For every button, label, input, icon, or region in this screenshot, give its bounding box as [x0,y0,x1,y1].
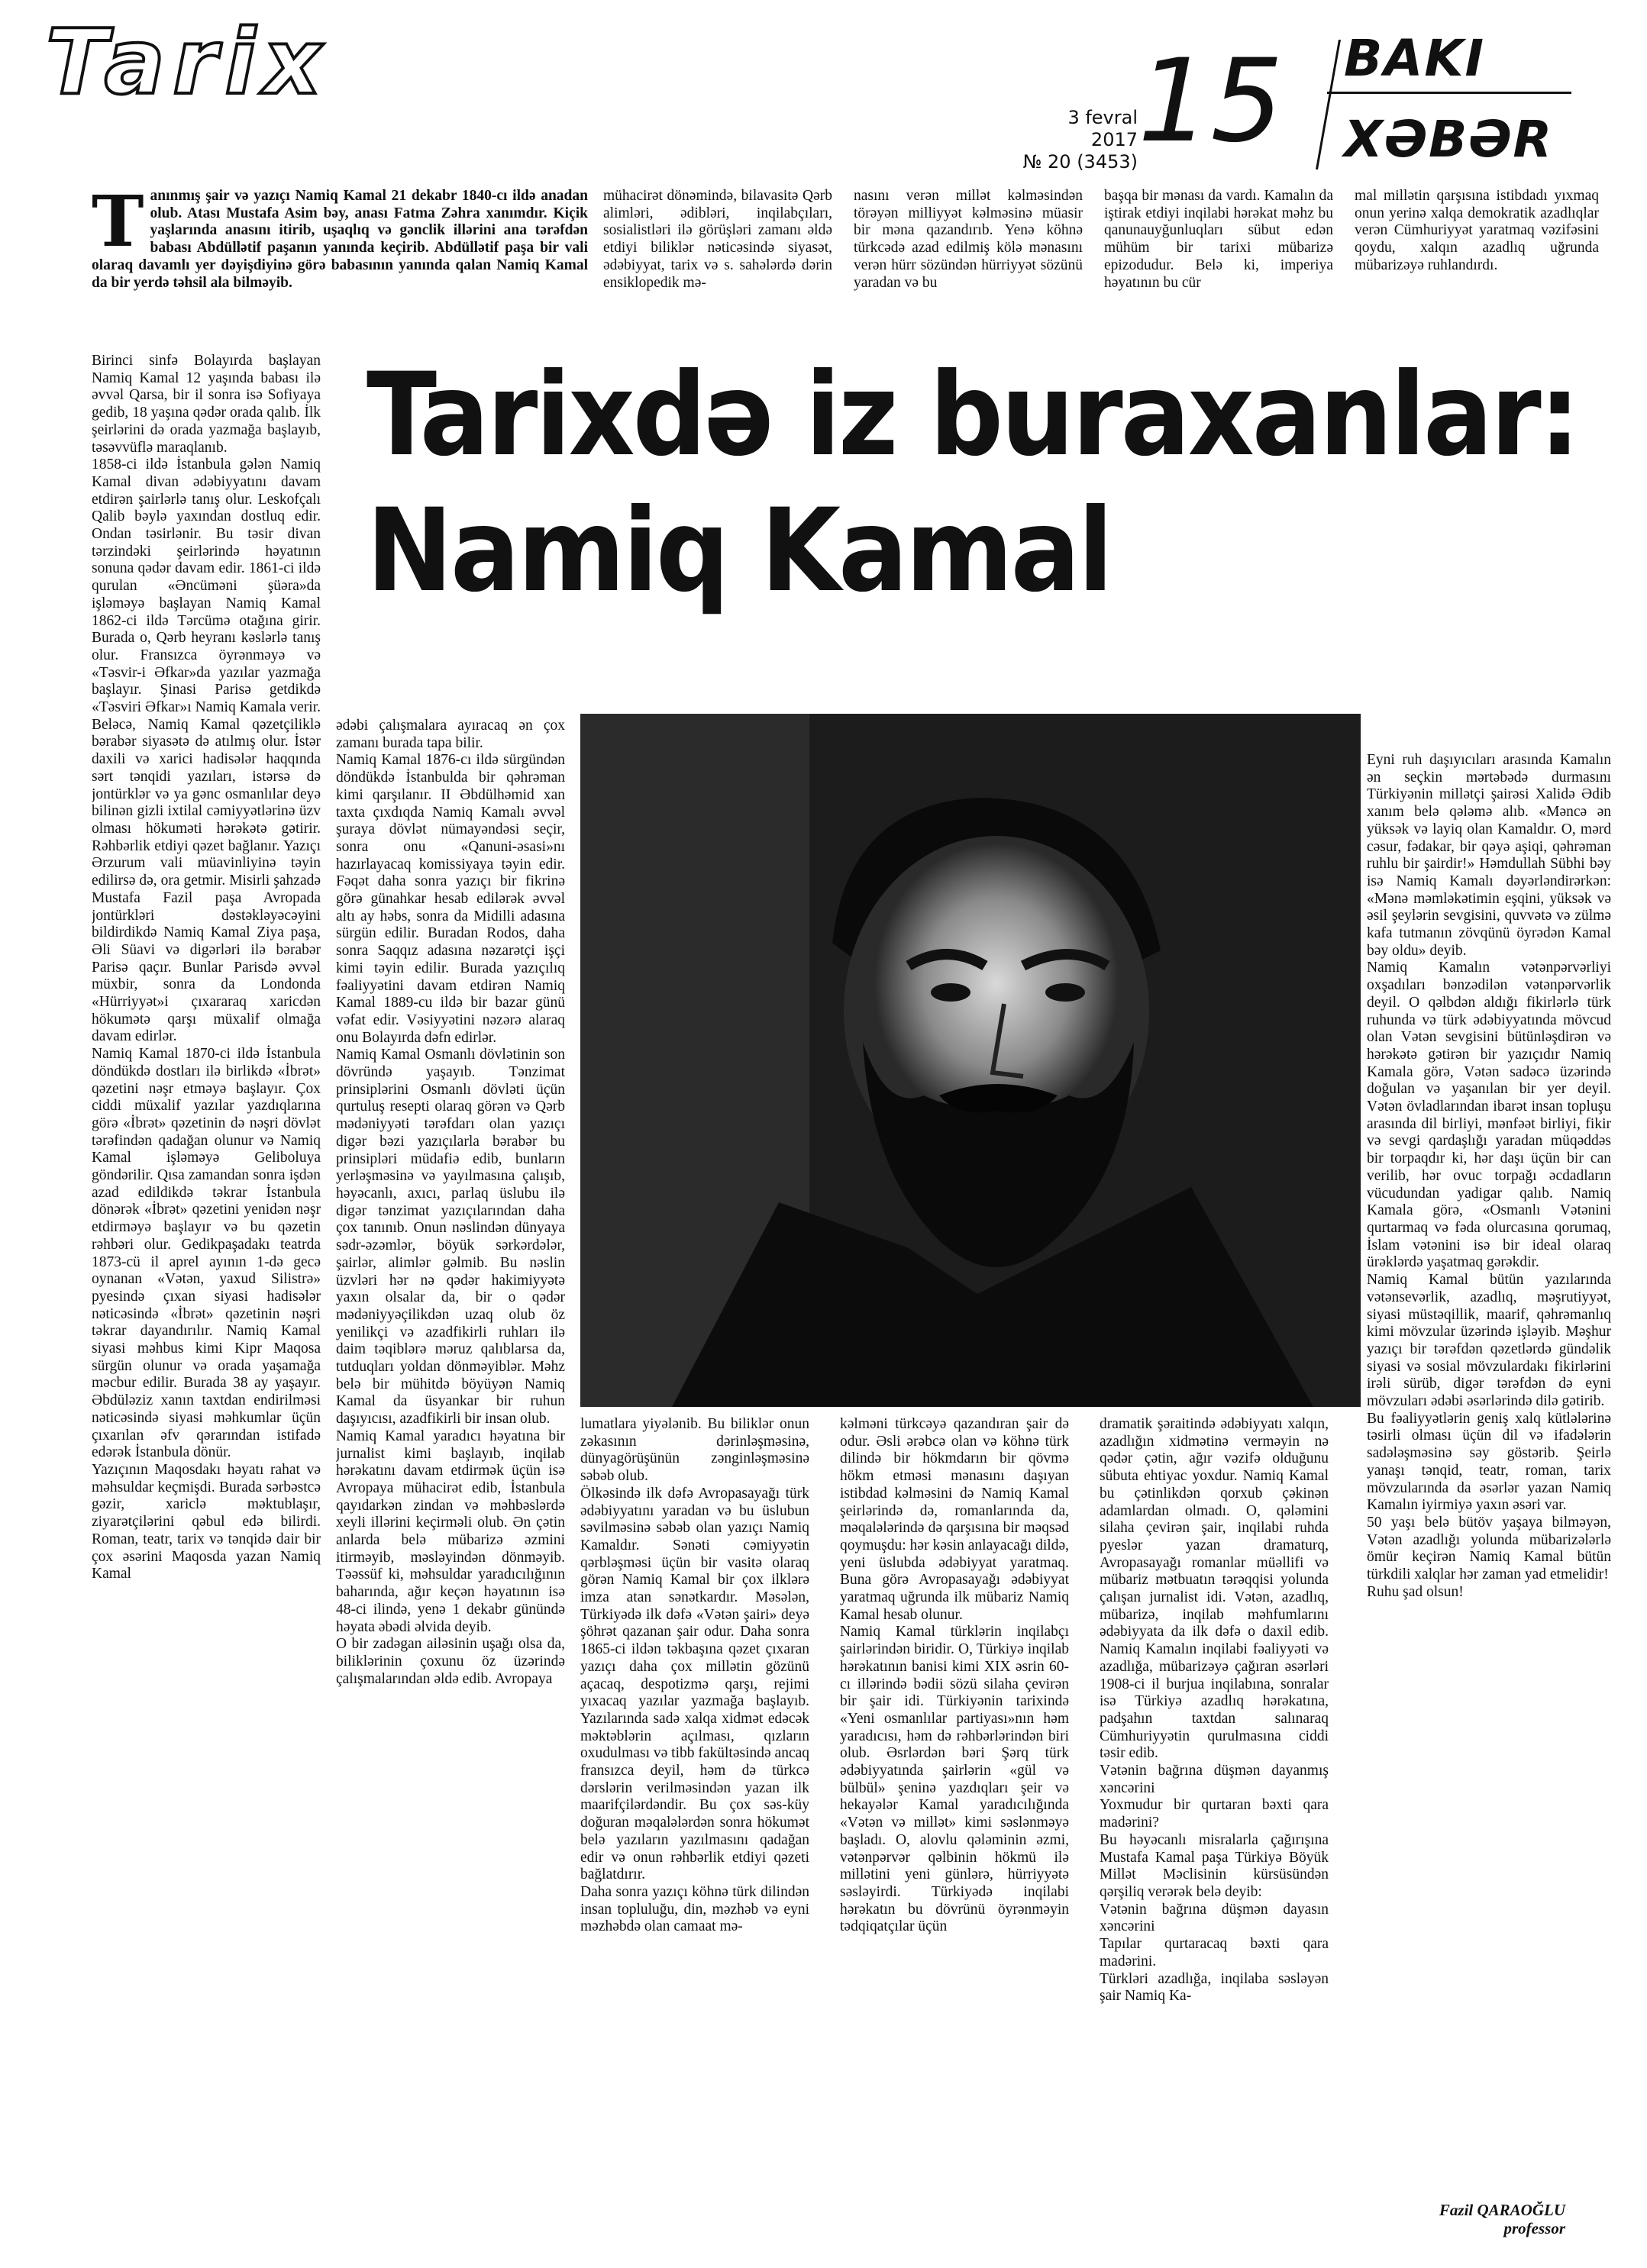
headline-line-2: Namiq Kamal [367,485,1111,618]
author-title: professor [1503,2219,1565,2237]
column-top-6: mal millətin qarşısına istibdadı yıxmaq onun yerinə xalqa demokratik azadlıqlar verən Cümhuriyyət yaratmaq vəzifəsini qoydu, xalqın azadlıq uğrunda mübarizəyə ruhlandırdı. [1355,188,1599,273]
headline-line-1: Tarixdə iz buraxanlar: [367,349,1578,482]
column-5: dramatik şəraitində ədəbiyyatı xalqın, azadlığın xidmətinə verməyin nə qədər çətin, ağır vəzifə olduğunu sübuta ehtiyac yoxdur. Namiq Kamal bu çətinlikdən qorxub çəkinən adamlardan olmadı. O, qələmini silaha çevirən şair, inqilabi ruhda pyeslər yazan dramaturq, Avropasayağı romanlar müəllifi və mübariz mətbuatın tərəqqisi yolunda çalışan jurnalist idi. Vətən, azadlıq, mübarizə, inqilab məhfumlarını ədəbiyyata da ilk dəfə o daxil edib. Namiq Kamalın inqilabi fəaliyyəti və azadlığa, mübarizəyə çağıran əsərləri 1908-ci il burjua inqilabına, sonralar isə Türkiyə azadlıq hərəkatına, padşahın taxtdan salınaraq Cümhuriyyətin qurulmasına ciddi təsir edib. Vətənin bağrına düşmən dayanmış xəncərini Yoxmudur bir qurtaran bəxti qara madərini? Bu həyəcanlı misralarla çağırışına Mustafa Kamal paşa Türkiyə Böyük Millət Məclisinin kürsüsündən qərşiliq verərək belə deyib: Vətənin bağrına düşmən dayasın xəncərini Tapılar qurtaracaq bəxti qara madərini. Türkləri azadlığa, inqilaba səsləyən şair Namiq Ka- [1100,1416,1329,2005]
column-3: lumatlara yiyələnib. Bu biliklər onun zəkasının dərinləşməsinə, dünyagörüşünün zənginləşməsinə səbəb olub. Ölkəsində ilk dəfə Avropasayağı türk ədəbiyyatını yaradan və bu üslubun səvilməsinə səbəb olan yazıçı Namiq Kamaldır. Sənəti cəmiyyətin qərbləşməsi üçün bir vasitə olaraq görən Namiq Kamal bir çox ilklərə imza atan sənətkardır. Məsələn, Türkiyədə ilk dəfə «Vətən şairi» deyə şöhrət qazanan şair odur. Daha sonra 1865-ci ildən təkbaşına qəzet çıxaran yazıçı daha çox millətin gözünü açacaq, despotizmə qarşı, rejimi yıxacaq yazılar yazmağa başlayıb. Yazılarında sadə xalqa xidmət edəcək məktəblərin açılması, qızların oxudulması və tibb fakültəsində ancaq fransızca deyil, həm də türkcə dərslərin verilməsindən yazan ilk maarifçilərdəndir. Bu çox səs-küy doğuran məqalələrdən sonra hökumət belə yazıların yazılmasını qadağan edir və onun rəhbərlik etdiyi qəzeti bağlatdırır. Daha sonra yazıçı köhnə türk dilindən insan topluluğu, din, məzhəb və eyni məzhəbdə olan camaat mə- [580,1416,809,1935]
column-4: kəlməni türkcəyə qazandıran şair də odur. Əsli ərəbcə olan və köhnə türk dilində bir hökmdarın bir qövmə hökm etməsi mənasını daşıyan istibdad kəlməsini də Namiq Kamal şeirlərində də, romanlarında da, məqalələrində də qarşısına bir məqsəd qoymuşdu: hər kəsin anlayacağı dildə, yeni üslubda ədəbiyyat yaratmaq. Buna görə Avropasayağı ədəbiyyat yaratmaq uğrunda ilk mübariz Namiq Kamal hesab olunur. Namiq Kamal türklərin inqilabçı şairlərindən biridir. O, Türkiyə inqilab hərəkatının banisi kimi XIX əsrin 60-cı illərində bədii sözü silaha çevirən bir şair idi. Türkiyənin tarixində «Yeni osmanlılar partiyası»nın həm yaradıcısı, həm də rəhbərlərindən biri olub. Əsrlərdən bəri Şərq türk ədəbiyyatında şairlərin «gül və bülbül» şeninə yazdıqları şeir və hekayələr Kamal yaradıcılığında «Vətən və millət» kimi səslənməyə başladı. O, alovlu qələminin əzmi, vətənpərvər qəlbinin hökmü ilə millətini yeni günlərə, hürriyyətə səsləyirdi. Türkiyədə inqilabi hərəkatın bu dövrünü öyrənməyin tədqiqatçılar üçün [840,1416,1069,1935]
portrait-photo [580,714,1361,1407]
page-number: 15 [1138,35,1284,168]
column-1: Birinci sinfə Bolayırda başlayan Namiq Kamal 12 yaşında babası ilə əvvəl Qarsa, bir il sonra isə Sofiyaya gedib, 18 yaşına qədər orada qalıb. İlk şeirlərini də orada yazmağa başlayıb, təsəvvüflə maraqlanıb. 1858-ci ildə İstanbula gələn Namiq Kamal divan ədəbiyyatını davam etdirən şairlərlə tanış olur. Leskofçalı Qalib bəylə yaxından dostluq edir. Ondan təsirlənir. Bu təsir divan tərzindəki şeirlərində həyatının sonuna qədər davam edir. 1861-ci ildə qurulan «Əncüməni şüəra»da işləməyə başlayan Namiq Kamal 1862-ci ildə Tərcümə otağına girir. Burada o, Qərb heyranı kəslərlə tanış olur. Fransızca öyrənməyə və «Təsvir-i Əfkar»da yazılar yazmağa başlayır. Şinasi Parisə getdikdə «Təsviri Əfkar»ı Namiq Kamala verir. Beləcə, Namiq Kamal qəzetçiliklə bərabər siyasətə də atılmış olur. İstər daxili və xarici hadisələr haqqında sərt tənqidi yazıları, istərsə də jontürklər və ya gənc osmanlılar deyə bilinən gizli ixtilal cəmiyyətlərinə üzv olması hökuməti hərəkətə gətirir. Rəhbərlik etdiyi qəzet bağlanır. Yazıçı Ərzurum vali müavinliyinə təyin edilirsə də, ora getmir. Misirli şahzadə Mustafa Fazil paşa Avropada jontürkləri dəstəkləyəcəyini bildirdikdə Namiq Kamal Ziya paşa, Əli Süavi və digərləri ilə bərabər Parisə qaçır. Bunlar Parisdə əvvəl müxbir, sonra da Londonda «Hürriyyət»i çıxararaq xaricdən hökumətə qarşı müxalif olmağa davam edirlər. Namiq Kamal 1870-ci ildə İstanbula döndükdə dostları ilə birlikdə «İbrət» qəzetini nəşr etməyə başlayır. Çox ciddi müxalif yazılar yazdıqlarına görə «İbrət» qəzetinin də nəşri dövlət tərəfindən qadağan olunur və Namiq Kamal işləməyə Geliboluya göndərilir. Qısa zamandan sonra işdən azad edildikdə təkrar İstanbula dönərək «İbrət» qəzetini yenidən nəşr etdirməyə başlayır və bu qəzetin rəhbəri olur. Gedikpaşadakı teatrda 1873-cü il aprel ayının 1-də gecə oynanan «Vətən, yaxud Silistrə» pyesində çıxan siyasi hadisələr nəticəsində «İbrət» qəzetinin nəşri təkrar dayandırılır. Namiq Kamal siyasi məhbus kimi Kipr Maqosa sürgün olunur və orada yaşamağa məcbur edilir. Burada 38 ay yaşayır. Əbdüləziz xanın taxtdan endirilməsi nəticəsində siyasi məhkumlar üçün çıxarılan əfv qərarından istifadə edərək İstanbula dönür. Yazıçının Maqosdakı həyatı rahat və məhsuldar keçmişdi. Burada sərbəstcə gəzir, xariclə məktublaşır, ziyarətçilərini qəbul edə bilirdi. Roman, teatr, tarix və tənqidə dair bir çox əsərini Maqosda yazan Namiq Kamal [92,353,321,1582]
column-top-3: mühacirət dönəmində, bilavasitə Qərb alimləri, ədibləri, inqilabçıları, sosialistləri ilə görüşləri zamanı əldə etdiyi biliklər nəticəsində siyasət, ədəbiyyat, tarix və s. sahələrdə dərin ensiklopedik mə- [603,188,832,291]
logo-divider-horizontal [1327,92,1571,94]
column-6: Eyni ruh daşıyıcıları arasında Kamalın ən seçkin mərtəbədə durmasını Türkiyənin millətçi şairəsi Xalidə Ədib xanım belə qələmə alıb. «Məncə ən yüksək və layiq olan Kamaldır. O, mərd cəsur, fədakar, bir qəyə aşiqi, qəhrəman ruhlu bir şairdir!» Həmdullah Sübhi bəy isə Namiq Kamalı dəyərləndirərkən: «Mənə məmləkətimin eşqini, yüksək və əsil şeylərin sevgisini, quvvətə və zülmə kafa tutmanın zövqünü öyrədən Kamal bəy oldu» deyib. Namiq Kamalın vətənpərvərliyi oxşadıları bənzədilən vətənpərvərlik deyil. O qəlbdən aldığı fikirlərlə türk ruhunda və türk ədəbiyyatında mövcud olan Vətən sevgisini bütünləşdirən və hərəkətə gətirən bir yazıçıdır Namiq Kamala görə, Vətən sadəcə üzərində doğulan və yaşanılan bir yer deyil. Vətən övladlarından ibarət insan topluşu arasında dil birliyi, mənfəət birliyi, fikir və sevgi qardaşlığı yaradan müqəddəs bir torpaqdır ki, hər daşı üçün bir can verilib, hər ovuc torpağı əcdadların vücudundan yadigar qalıb. Namiq Kamala görə, «Osmanlı Vətənini qurtarmaq və fəda olurcasına qorumaq, İslam vətənini isə bir ideal olaraq ürəklərdə yaşatmaq gərəkdir. Namiq Kamal bütün yazılarında vətənsevərlik, azadlıq, məşrutiyyət, siyasi müstəqillik, maarif, qəhrəmanlıq kimi mövzular üzərində işləyib. Məşhur yazıçı bir tərəfdən qəzetlərdə gündəlik siyasi və sosial mövzulardakı fikirlərini irəli sürüb, digər tərəfdən də eyni mövzuları ədəbi əsərlərində dilə gətirib. Bu fəaliyyətlərin geniş xalq kütlələrinə təsirli olması üçün dil və ifadələrin sadələşməsinə səy göstərib. Şeirlə yanaşı tənqid, teatr, roman, tarix mövzularında da əsərlər yazan Namiq Kamalın iyirmiyə yaxın əsəri var. 50 yaşı belə bütöv yaşaya bilməyən, Vətən azadlığı yolunda mübarizələrlə ömür keçirən Namiq Kamal bütün türkdili xalqlar hər zaman yad etmelidir! Ruhu şad olsun! [1367,752,1611,1600]
column-top-5: başqa bir mənası da vardı. Kamalın da iştirak etdiyi inqilabi hərəkat məhz bu qanunauyğunluqları sübut edən mühüm bir tarixi mübarizə epizodudur. Belə ki, imperiya həyatının bu cür [1104,188,1333,291]
column-2: ədəbi çalışmalara ayıracaq ən çox zamanı burada tapa bilir. Namiq Kamal 1876-cı ildə sürgündən döndükdə İstanbulda bir qəhrəman kimi qarşılanır. II Əbdülhəmid xan taxta çıxdıqda Namiq Kamalı əvvəl şuraya dövlət nümayəndəsi seçir, sonra onu «Qanuni-əsasi»nı hazırlayacaq komissiyaya təyin edir. Fəqət daha sonra yazıçı bir fikrinə görə günahkar hesab edilərək əvvəl altı ay həbs, sonra da Midilli adasına sürgün edilir. Buradan Rodos, daha sonra Saqqız adasına nəzarətçi işçi kimi təyin edilir. Burada yazıçılıq fəaliyyətini davam etdirən Namiq Kamal 1889-cu ildə bir bazar günü vəfat edir. Vəsiyyətini nəzərə alaraq onu Bolayırda dəfn edirlər. Namiq Kamal Osmanlı dövlətinin son dövründə yaşayıb. Tənzimat prinsiplərini Osmanlı dövləti üçün qurtuluş resepti olaraq görən və Qərb mədəniyyəti tərəfdarı olan yazıçı digər bəzi yazıçılarla bərabər bu prinsipləri müdafiə edib, bunların yerləşməsinə və yayılmasına çalışıb, həyəcanlı, axıcı, parlaq üslubu ilə digər tənzimat yazıçılarından daha çox tanınıb. Onun nəslindən dünyaya sədr-əzəmlər, böyük sərkərdələr, şairlər, alimlər gəlmib. Bu nəslin üzvləri hər nə qədər hakimiyyətə yaxın olsalar da, bir o qədər mədəniyyəçilikdən uzaq olub öz yenilikçi və azadfikirli ruhları ilə daim təqiblərə məruz qalıblarsa da, tutduqları yoldan dönməyiblər. Məhz belə bir mühitdə böyüyən Namiq Kamal da üsyankar bir ruhun daşıyıcısı, azadfikirli bir insan olub. Namiq Kamal yaradıcı həyatına bir jurnalist kimi başlayıb, inqilab hərəkatını davam etdirmək üçün isə Avropaya mühacirət edib, İstanbula qayıdarkən zindan və məhbəslərdə xeyli illərini keçirməli olub. Ən çətin anlarda belə mübarizə əzmini itirməyib, məsləyindən dönməyib. Təəssüf ki, məhsuldar yaradıcılığının baharında, ağır keçən həyatının isə 48-ci ilində, yenə 1 dekabr günündə həyata əbədi əlvida deyib. O bir zadəgan ailəsinin uşağı olsa da, biliklərinin çoxunu öz üzərində çalışmalarından əldə edib. Avropaya [336,718,565,1687]
lead-paragraph [92,180,588,292]
drop-cap: T [92,180,144,263]
author-name: Fazil QARAOĞLU [1439,2201,1565,2219]
author-signature [1359,2201,1565,2237]
logo-top: BAKI [1344,29,1486,88]
rubric-title: Tarix [46,9,329,115]
logo-bottom: XƏBƏR [1344,110,1554,169]
headline [367,347,1619,619]
issue-info [1016,107,1138,173]
issue-number: № 20 (3453) [1022,150,1138,173]
portrait-illustration [580,714,1361,1407]
logo-divider-vertical [1316,40,1341,169]
issue-date: 3 fevral 2017 [1067,107,1138,150]
column-top-4: nasını verən millət kəlməsindən törəyən milliyyət kəlməsinə müasir bir məna qazandırıb. Yenə köhnə türkcədə azad edilmiş kölə mənasını verən hürr sözündən hürriyyət sözünü yaradan və bu [854,188,1083,291]
lead-text: anınmış şair və yazıçı Namiq Kamal 21 dekabr 1840-cı ildə anadan olub. Atası Mustafa Asim bəy, anası Fatma Zəhra xanımdır. Kiçik yaşlarında anasını itirib, uşaqlıq və gənclik illərini ana tərəfdən babası Abdüllətif paşanın yanında keçirib. Abdüllətif paşa bir vali olaraq davamlı yer dəyişdiyinə görə babasının yanında qalan Namiq Kamal da bir yerdə təhsil ala bilməyib. [92,188,588,291]
